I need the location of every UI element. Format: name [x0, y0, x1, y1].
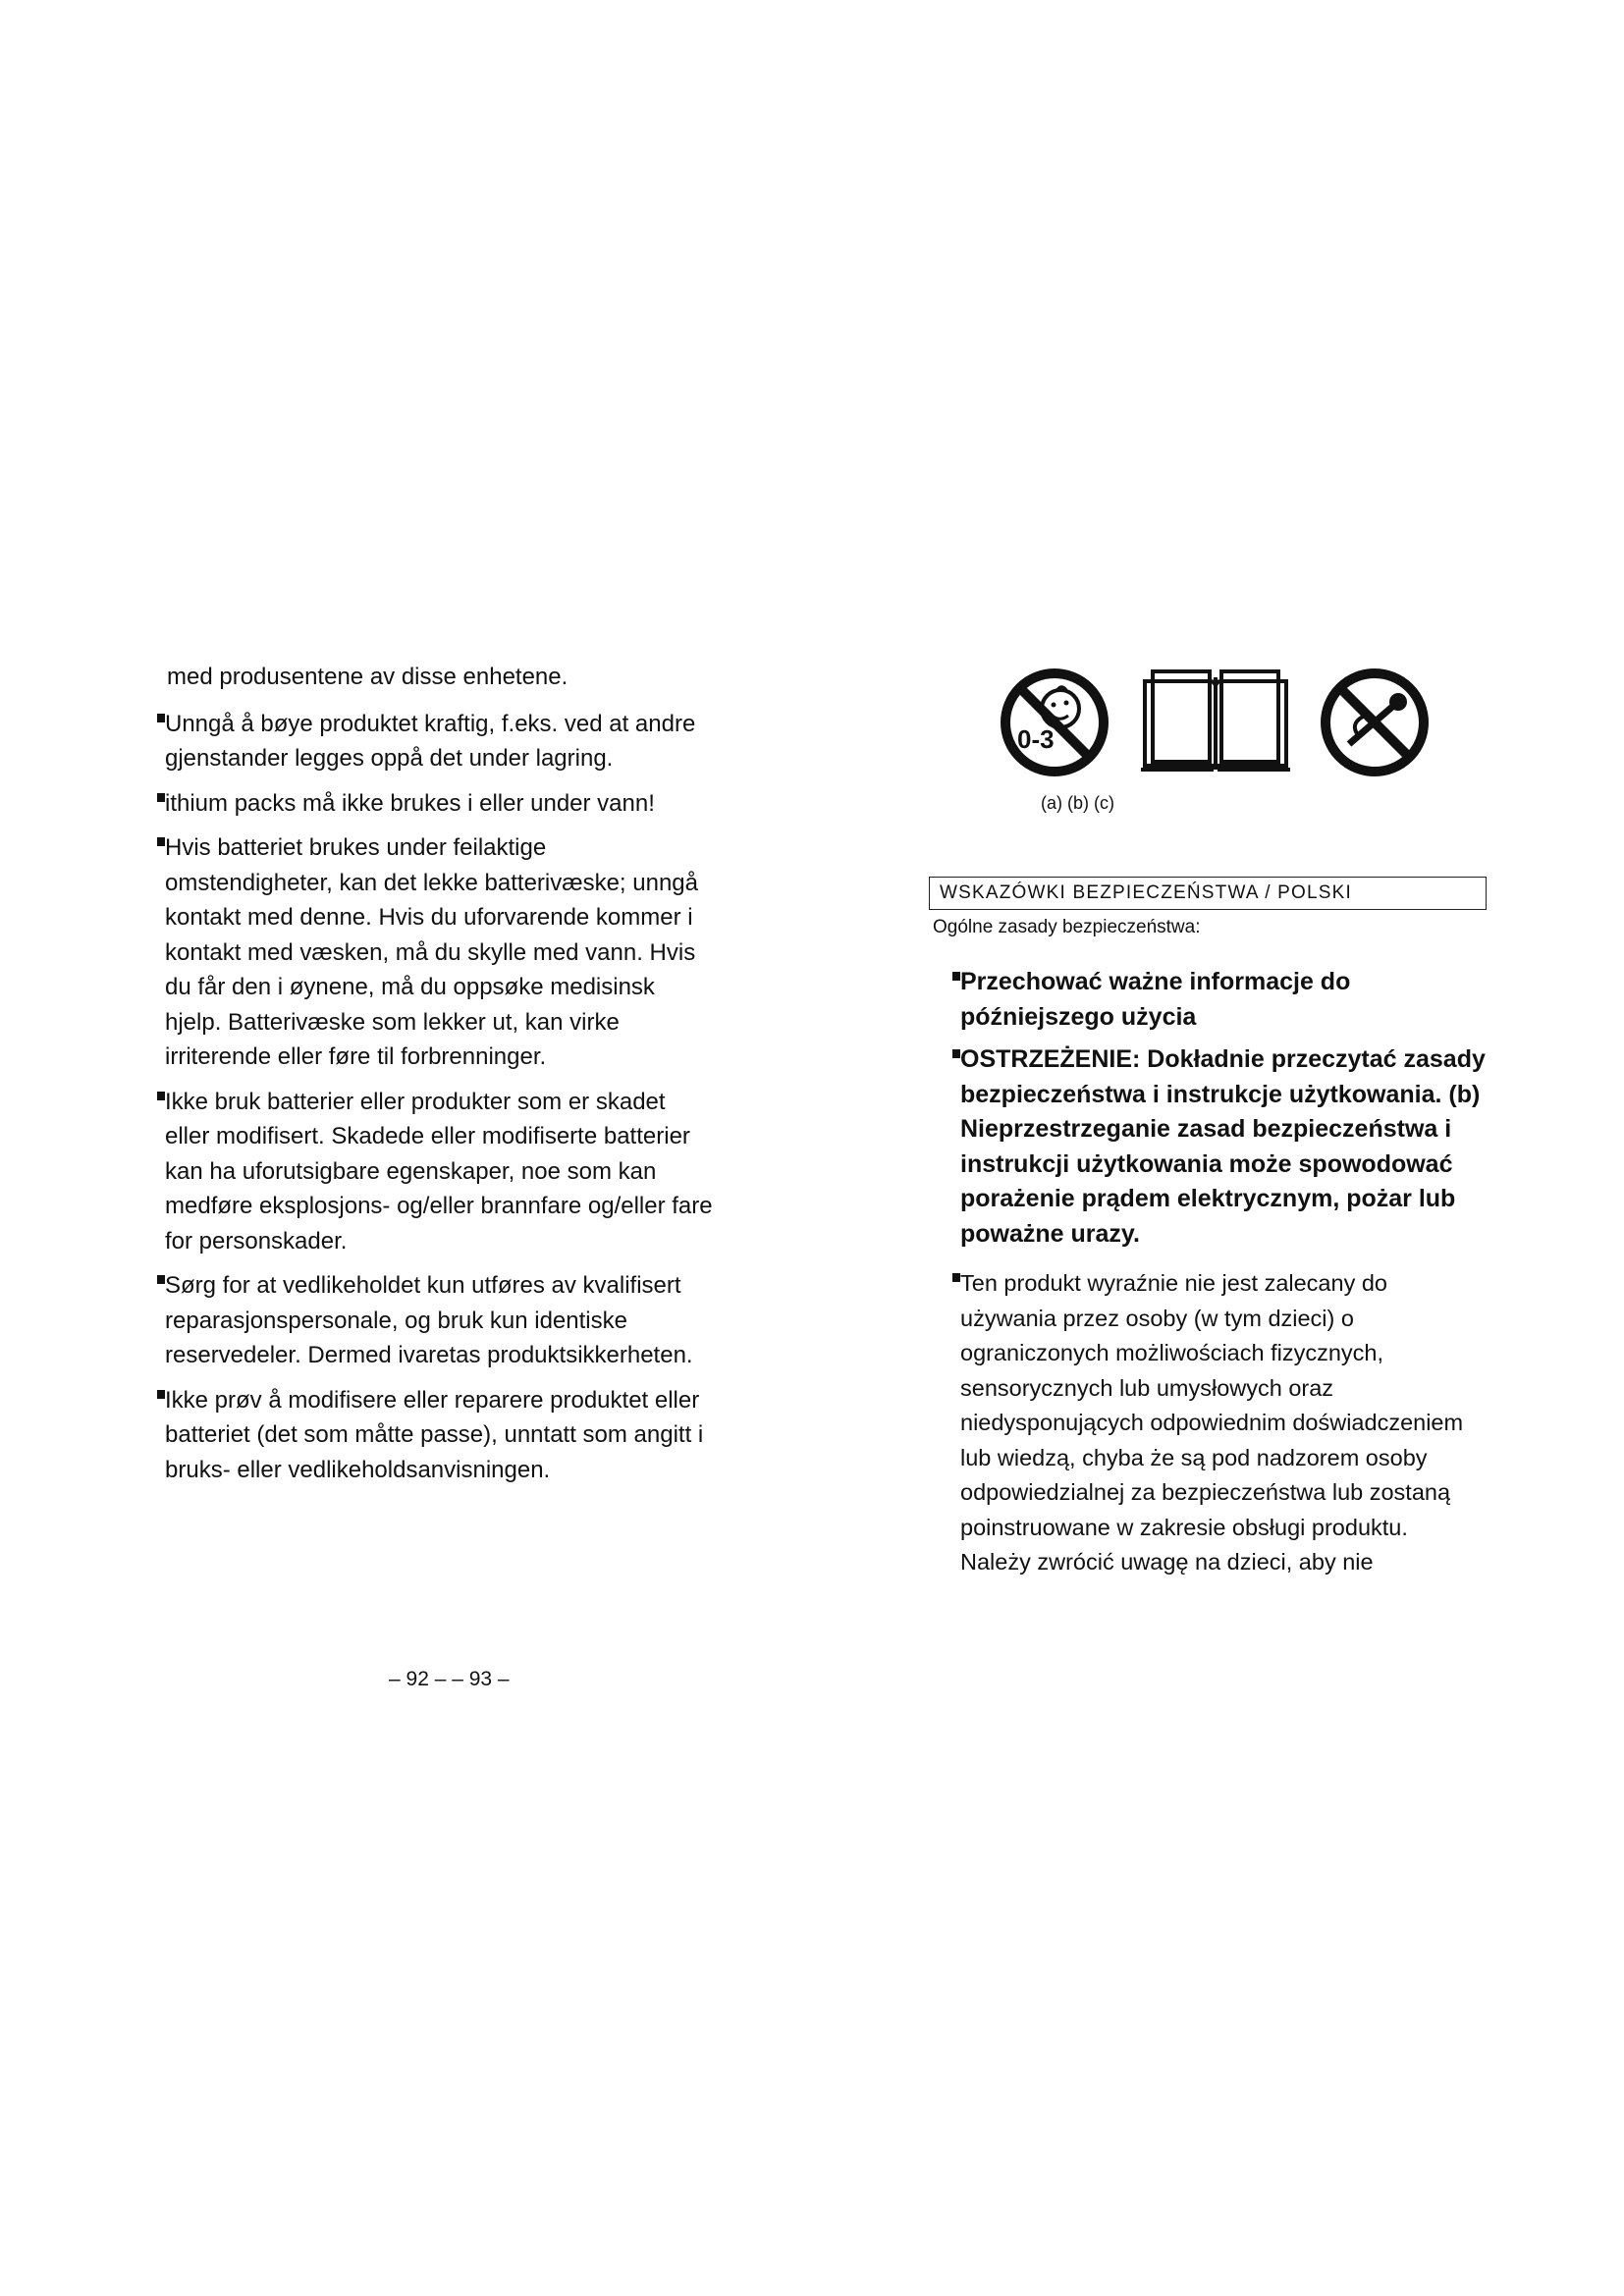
bullet-icon: [157, 714, 165, 722]
bullet-icon: [157, 1275, 165, 1284]
list-item: Hvis batteriet brukes under feilaktige omstendigheter, kan det lekke batterivæske; unngå kontakt med denne. Hvis du uforvarende kommer i kontakt med væsken, må du skylle med vann. Hvis du får den i øynene, må du oppsøke medisinsk hjelp. Batterivæske som lekker ut, kan virke irriterende eller føre til forbrenninger.: [165, 830, 715, 1075]
bullet-icon: [157, 793, 165, 802]
polish-bold-list: [960, 965, 1490, 1261]
manual-book-icon: [1139, 667, 1292, 777]
list-item: Unngå å bøye produktet kraftig, f.eks. ved at andre gjenstander legges oppå det under lagring.: [165, 707, 715, 776]
no-pin-icon: [1320, 667, 1430, 777]
list-item: Ikke bruk batterier eller produkter som er skadet eller modifisert. Skadede eller modifiserte batterier kan ha uforutsigbare egenskaper, noe som kan medføre eksplosjons- og/eller brannfare og/eller fare for personskader.: [165, 1085, 715, 1259]
safety-icons: [990, 667, 1451, 795]
bullet-icon: [157, 837, 165, 846]
section-header: WSKAZÓWKI BEZPIECZEŃSTWA / POLSKI: [929, 877, 1487, 910]
age-label: 0-3: [1017, 724, 1055, 754]
left-column: [165, 660, 715, 1497]
polish-body-list: [960, 1266, 1476, 1590]
left-intro: med produsentene av disse enhetene.: [167, 664, 568, 690]
list-item: OSTRZEŻENIE: Dokładnie przeczytać zasady bezpieczeństwa i instrukcje użytkowania. (b) Nieprzestrzeganie zasad bezpieczeństwa i instrukcji użytkowania może spowodować porażenie prądem elektrycznym, pożar lub poważne urazy.: [960, 1042, 1490, 1252]
list-item: Ikke prøv å modifisere eller reparere produktet eller batteriet (det som måtte passe), unntatt som angitt i bruks- eller vedlikeholdsanvisningen.: [165, 1383, 715, 1488]
page-numbers: – 92 – – 93 –: [389, 1668, 510, 1690]
no-children-0-3-icon: [1000, 667, 1110, 777]
list-item: Sørg for at vedlikeholdet kun utføres av kvalifisert reparasjonspersonale, og bruk kun identiske reservedeler. Dermed ivaretas produktsikkerheten.: [165, 1268, 715, 1373]
bullet-icon: [952, 1273, 960, 1282]
bullet-icon: [157, 1092, 165, 1100]
bullet-icon: [157, 1390, 165, 1399]
list-item: ithium packs må ikke brukes i eller under vann!: [165, 786, 715, 822]
trailing-text: Należy zwrócić uwagę na dzieci, aby nie: [960, 1549, 1374, 1575]
bullet-icon: [952, 972, 960, 981]
icons-caption: (a) (b) (c): [1041, 793, 1114, 813]
list-item: Przechować ważne informacje do późniejszego użycia: [960, 965, 1490, 1035]
list-item: Ten produkt wyraźnie nie jest zalecany do używania przez osoby (w tym dzieci) o ograniczonych możliwościach fizycznych, sensorycznych lub umysłowych oraz niedysponujących odpowiednim doświadczeniem lub wiedzą, chyba że są pod nadzorem osoby odpowiedzialnej za bezpieczeństwa lub zostaną poinstruowane w zakresie obsługi produktu.: [960, 1266, 1476, 1545]
bullet-icon: [952, 1049, 960, 1058]
section-subtitle: Ogólne zasady bezpieczeństwa:: [933, 917, 1201, 937]
